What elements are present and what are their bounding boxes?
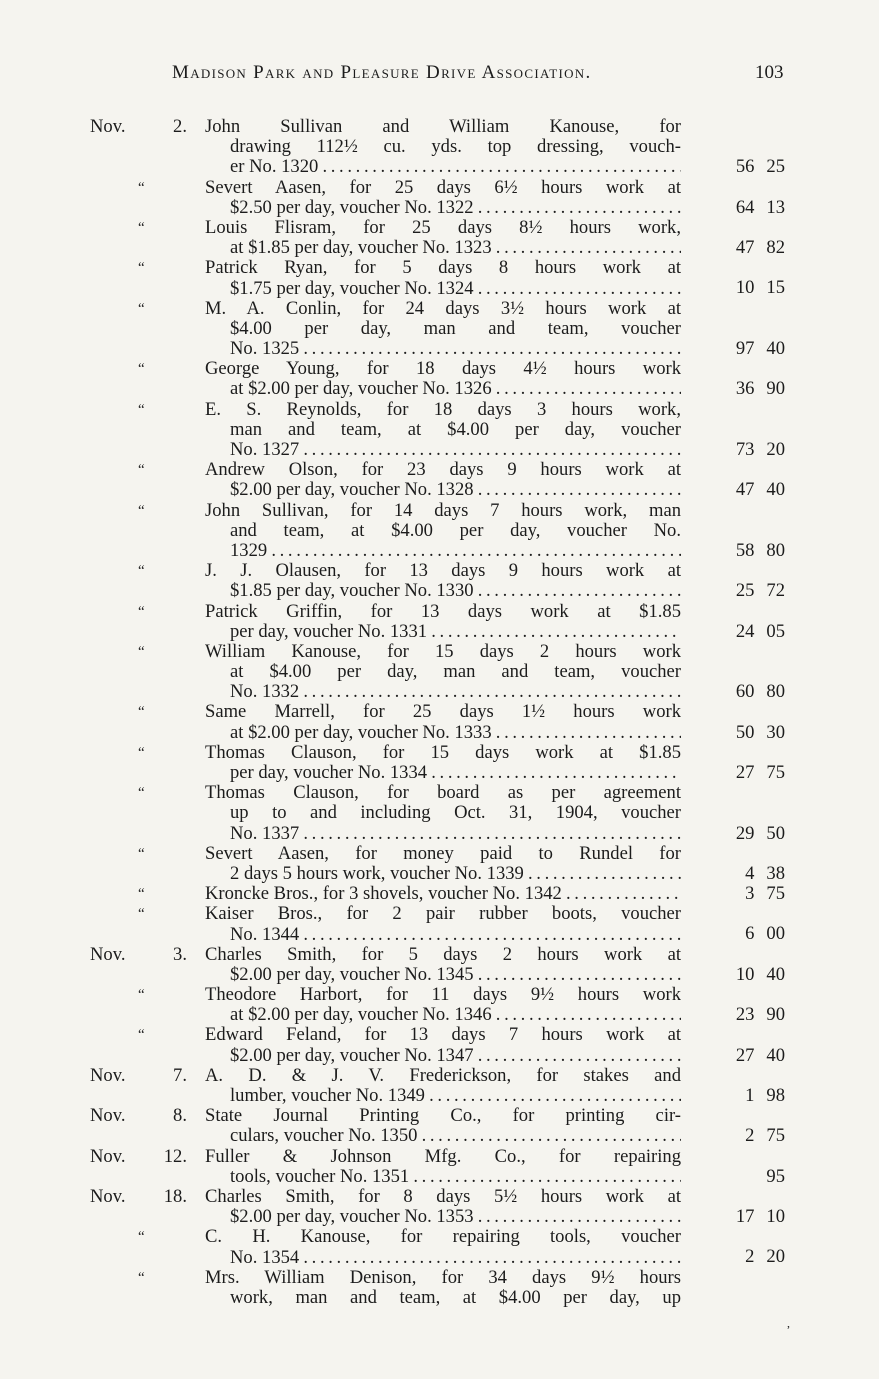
ditto-mark: “ [138, 563, 145, 580]
ledger-entry [0, 460, 879, 500]
entry-day: 12. [163, 1145, 187, 1167]
entry-day: 2. [173, 116, 187, 137]
entry-amount [715, 238, 785, 258]
entry-amount [715, 965, 785, 985]
ledger-entry [0, 844, 879, 884]
ledger-entry [0, 1227, 879, 1267]
entry-text-line: No. 1337 . . . [230, 824, 681, 844]
amount-cents: 20 [766, 1246, 785, 1268]
entry-text-line: culars, voucher No. 1350 . . . [230, 1126, 681, 1146]
amount-dollars: 27 [735, 1044, 755, 1066]
entry-text-line: Edward Feland, for 13 days 7 hours work at [205, 1025, 681, 1046]
entry-amount [715, 1086, 785, 1106]
amount-cents: 90 [766, 1004, 785, 1026]
amount-dollars: 24 [735, 620, 755, 642]
ditto-mark: “ [138, 744, 145, 761]
ledger-entry [0, 743, 879, 783]
header-title: Madison Park and Pleasure Drive Association. [172, 62, 592, 83]
entry-amount [715, 379, 785, 399]
entry-month: Nov. [90, 1064, 126, 1086]
entry-text-line: State Journal Printing Co., for printing cir- [205, 1106, 681, 1127]
entry-text-line: George Young, for 18 days 4½ hours work [205, 359, 681, 380]
ledger-entry [0, 1106, 879, 1146]
amount-dollars: 2 [745, 1125, 755, 1147]
entry-text-line: tools, voucher No. 1351 . . . [230, 1167, 681, 1187]
amount-cents: 25 [766, 156, 785, 178]
ditto-mark: “ [138, 603, 145, 620]
entry-text-line: John Sullivan, for 14 days 7 hours work, man [205, 500, 681, 521]
entry-amount [715, 278, 785, 298]
ledger-entry [0, 985, 879, 1025]
amount-cents: 50 [766, 822, 785, 844]
entry-amount [715, 157, 785, 177]
ledger-entry [0, 1187, 879, 1227]
amount-dollars: 6 [745, 923, 755, 945]
amount-dollars: 60 [735, 681, 755, 703]
entry-text-line: $2.00 per day, voucher No. 1347 . . . [230, 1046, 681, 1066]
entry-text-line: per day, voucher No. 1331 . . . [230, 622, 681, 642]
amount-cents: 75 [766, 1125, 785, 1147]
entry-amount [715, 1046, 785, 1066]
entry-text-line: Kaiser Bros., for 2 pair rubber boots, voucher [205, 904, 681, 925]
amount-cents: 80 [766, 539, 785, 561]
entry-amount [715, 339, 785, 359]
amount-cents: 40 [766, 479, 785, 501]
entry-text-line: Charles Smith, for 8 days 5½ hours work at [205, 1186, 681, 1207]
entry-text-line: M. A. Conlin, for 24 days 3½ hours work at [205, 298, 681, 319]
entry-text-line: Thomas Clauson, for 15 days work at $1.85 [205, 742, 681, 763]
amount-cents: 15 [766, 277, 785, 299]
entry-text-line: $2.00 per day, voucher No. 1353 . . . [230, 1207, 681, 1227]
ledger-entry [0, 561, 879, 601]
ledger-entry [0, 783, 879, 844]
ditto-mark: “ [138, 1269, 145, 1286]
ditto-mark: “ [138, 1229, 145, 1246]
amount-cents: 95 [766, 1165, 785, 1187]
entry-text-line: and team, at $4.00 per day, voucher No. [230, 520, 681, 541]
amount-cents: 98 [766, 1084, 785, 1106]
entry-text-line: at $2.00 per day, voucher No. 1346 . . . [230, 1005, 681, 1025]
entry-text-line: $4.00 per day, man and team, voucher [230, 318, 681, 339]
ditto-mark: “ [138, 886, 145, 903]
entry-amount [715, 1167, 785, 1187]
ditto-mark: “ [138, 401, 145, 418]
entry-amount [715, 763, 785, 783]
entry-text-line: work, man and team, at $4.00 per day, up [230, 1287, 681, 1308]
ditto-mark: “ [138, 179, 145, 196]
entry-text-line: lumber, voucher No. 1349 . . . [230, 1086, 681, 1106]
entry-text-line: C. H. Kanouse, for repairing tools, voucher [205, 1227, 681, 1248]
entry-text-line: No. 1332 . . . [230, 682, 681, 702]
entry-amount [715, 541, 785, 561]
entry-day: 8. [173, 1105, 187, 1127]
amount-dollars: 56 [735, 156, 755, 178]
page-number: 103 [755, 62, 784, 83]
amount-dollars: 47 [735, 479, 755, 501]
ditto-mark: “ [138, 704, 145, 721]
ledger-entry [0, 1066, 879, 1106]
entry-amount [715, 440, 785, 460]
amount-dollars: 4 [745, 862, 755, 884]
amount-dollars: 29 [735, 822, 755, 844]
amount-dollars: 73 [735, 438, 755, 460]
entry-text-line: No. 1327 . . . [230, 440, 681, 460]
ditto-mark: “ [138, 785, 145, 802]
ditto-mark: “ [138, 845, 145, 862]
entry-text-line: E. S. Reynolds, for 18 days 3 hours work, [205, 399, 681, 420]
entry-text-line: William Kanouse, for 15 days 2 hours work [205, 641, 681, 662]
ledger-entry [0, 884, 879, 904]
entry-amount [715, 1005, 785, 1025]
amount-cents: 10 [766, 1206, 785, 1228]
entry-month: Nov. [90, 1145, 126, 1167]
entry-text-line: Kroncke Bros., for 3 shovels, voucher No. 1342 . . . [205, 884, 681, 904]
amount-dollars: 27 [735, 761, 755, 783]
ledger-entry [0, 178, 879, 218]
amount-cents: 90 [766, 378, 785, 400]
entry-text-line: at $2.00 per day, voucher No. 1326 . . . [230, 379, 681, 399]
ledger-entry [0, 945, 879, 985]
entry-text-line: 2 days 5 hours work, voucher No. 1339 . . . [230, 864, 681, 884]
amount-cents: 40 [766, 338, 785, 360]
amount-cents: 13 [766, 196, 785, 218]
entry-text-line: Same Marrell, for 25 days 1½ hours work [205, 702, 681, 723]
ledger-entry [0, 117, 879, 178]
entry-text-line: Patrick Griffin, for 13 days work at $1.85 [205, 601, 681, 622]
entry-text-line: drawing 112½ cu. yds. top dressing, vouch- [230, 137, 681, 158]
entry-text-line: per day, voucher No. 1334 . . . [230, 763, 681, 783]
entry-text-line: Thomas Clauson, for board as per agreement [205, 783, 681, 804]
entry-text-line: No. 1354 . . . [230, 1248, 681, 1268]
entry-text-line: Andrew Olson, for 23 days 9 hours work at [205, 460, 681, 481]
amount-dollars: 36 [735, 378, 755, 400]
entry-text-line: Louis Flisram, for 25 days 8½ hours work, [205, 217, 681, 238]
amount-dollars: 17 [735, 1206, 755, 1228]
entry-text-line: at $1.85 per day, voucher No. 1323 . . . [230, 238, 681, 258]
entry-text-line: John Sullivan and William Kanouse, for [205, 117, 681, 137]
amount-dollars: 50 [735, 721, 755, 743]
ledger-entry [0, 702, 879, 742]
ledger-entry [0, 904, 879, 944]
amount-cents: 72 [766, 580, 785, 602]
ledger-entry [0, 359, 879, 399]
entry-text-line: $2.00 per day, voucher No. 1345 . . . [230, 965, 681, 985]
amount-cents: 38 [766, 862, 785, 884]
entry-amount [715, 1247, 785, 1267]
amount-dollars: 23 [735, 1004, 755, 1026]
entry-text-line: No. 1325 . . . [230, 339, 681, 359]
entry-day: 18. [163, 1185, 187, 1207]
entry-text-line: Charles Smith, for 5 days 2 hours work at [205, 944, 681, 965]
entry-text-line: $1.85 per day, voucher No. 1330 . . . [230, 581, 681, 601]
ledger-entry [0, 642, 879, 703]
ledger-entry [0, 602, 879, 642]
ledger-entry [0, 501, 879, 562]
amount-dollars: 10 [735, 277, 755, 299]
ditto-mark: “ [138, 361, 145, 378]
ditto-mark: “ [138, 1027, 145, 1044]
ditto-mark: “ [138, 462, 145, 479]
amount-dollars: 97 [735, 338, 755, 360]
amount-cents: 30 [766, 721, 785, 743]
amount-dollars: 10 [735, 963, 755, 985]
amount-dollars: 58 [735, 539, 755, 561]
entry-text-line: Theodore Harbort, for 11 days 9½ hours work [205, 985, 681, 1006]
entry-text-line: man and team, at $4.00 per day, voucher [230, 419, 681, 440]
entry-day: 7. [173, 1064, 187, 1086]
amount-dollars: 64 [735, 196, 755, 218]
entry-text-line: A. D. & J. V. Frederickson, for stakes and [205, 1065, 681, 1086]
amount-cents: 82 [766, 237, 785, 259]
amount-cents: 00 [766, 923, 785, 945]
entry-month: Nov. [90, 116, 126, 137]
entry-month: Nov. [90, 943, 126, 965]
entry-amount [715, 682, 785, 702]
entry-amount [715, 824, 785, 844]
ledger-entry [0, 258, 879, 298]
entry-text-line: up to and including Oct. 31, 1904, voucher [230, 803, 681, 824]
ditto-mark: “ [138, 906, 145, 923]
amount-dollars: 25 [735, 580, 755, 602]
ditto-mark: “ [138, 260, 145, 277]
ledger-entry [0, 299, 879, 360]
entry-month: Nov. [90, 1105, 126, 1127]
entry-text-line: $2.00 per day, voucher No. 1328 . . . [230, 480, 681, 500]
ditto-mark: “ [138, 219, 145, 236]
entry-amount [715, 1126, 785, 1146]
amount-cents: 20 [766, 438, 785, 460]
entry-text-line: er No. 1320 . . . [230, 157, 681, 177]
amount-dollars: 1 [745, 1084, 755, 1106]
ditto-mark: “ [138, 300, 145, 317]
entry-text-line: No. 1344 . . . [230, 925, 681, 945]
entry-text-line: at $4.00 per day, man and team, voucher [230, 662, 681, 683]
amount-cents: 40 [766, 963, 785, 985]
entry-text-line: at $2.00 per day, voucher No. 1333 . . . [230, 723, 681, 743]
ledger-entry [0, 1147, 879, 1187]
entry-amount [715, 864, 785, 884]
entry-text-line: Fuller & Johnson Mfg. Co., for repairing [205, 1146, 681, 1167]
entry-amount [715, 1207, 785, 1227]
amount-cents: 05 [766, 620, 785, 642]
entry-amount [715, 622, 785, 642]
entry-text-line: Severt Aasen, for money paid to Rundel for [205, 843, 681, 864]
entry-text-line: Severt Aasen, for 25 days 6½ hours work at [205, 177, 681, 198]
ditto-mark: “ [138, 987, 145, 1004]
amount-cents: 75 [766, 761, 785, 783]
ledger-entry [0, 218, 879, 258]
entry-amount [715, 581, 785, 601]
entry-amount [715, 723, 785, 743]
amount-dollars: 2 [745, 1246, 755, 1268]
amount-cents: 40 [766, 1044, 785, 1066]
entry-amount [715, 198, 785, 218]
entry-text-line: 1329 . . . [230, 541, 681, 561]
ledger-entry [0, 400, 879, 461]
amount-cents: 75 [766, 883, 785, 905]
ledger-entry [0, 1268, 879, 1308]
entry-amount [715, 884, 785, 904]
ledger-entry [0, 1025, 879, 1065]
entry-month: Nov. [90, 1185, 126, 1207]
entry-text-line: J. J. Olausen, for 13 days 9 hours work at [205, 561, 681, 582]
entry-amount [715, 924, 785, 944]
amount-dollars: 3 [745, 883, 755, 905]
amount-dollars: 47 [735, 237, 755, 259]
ditto-mark: “ [138, 643, 145, 660]
ditto-mark: “ [138, 502, 145, 519]
entry-text-line: $2.50 per day, voucher No. 1322 . . . [230, 198, 681, 218]
ledger-entries [0, 117, 879, 1308]
entry-text-line: Patrick Ryan, for 5 days 8 hours work at [205, 258, 681, 279]
entry-amount [715, 480, 785, 500]
amount-cents: 80 [766, 681, 785, 703]
running-header [0, 62, 879, 88]
entry-text-line: $1.75 per day, voucher No. 1324 . . . [230, 279, 681, 299]
entry-text-line: Mrs. William Denison, for 34 days 9½ hours [205, 1267, 681, 1288]
entry-day: 3. [173, 943, 187, 965]
print-mark: , [787, 1316, 790, 1330]
